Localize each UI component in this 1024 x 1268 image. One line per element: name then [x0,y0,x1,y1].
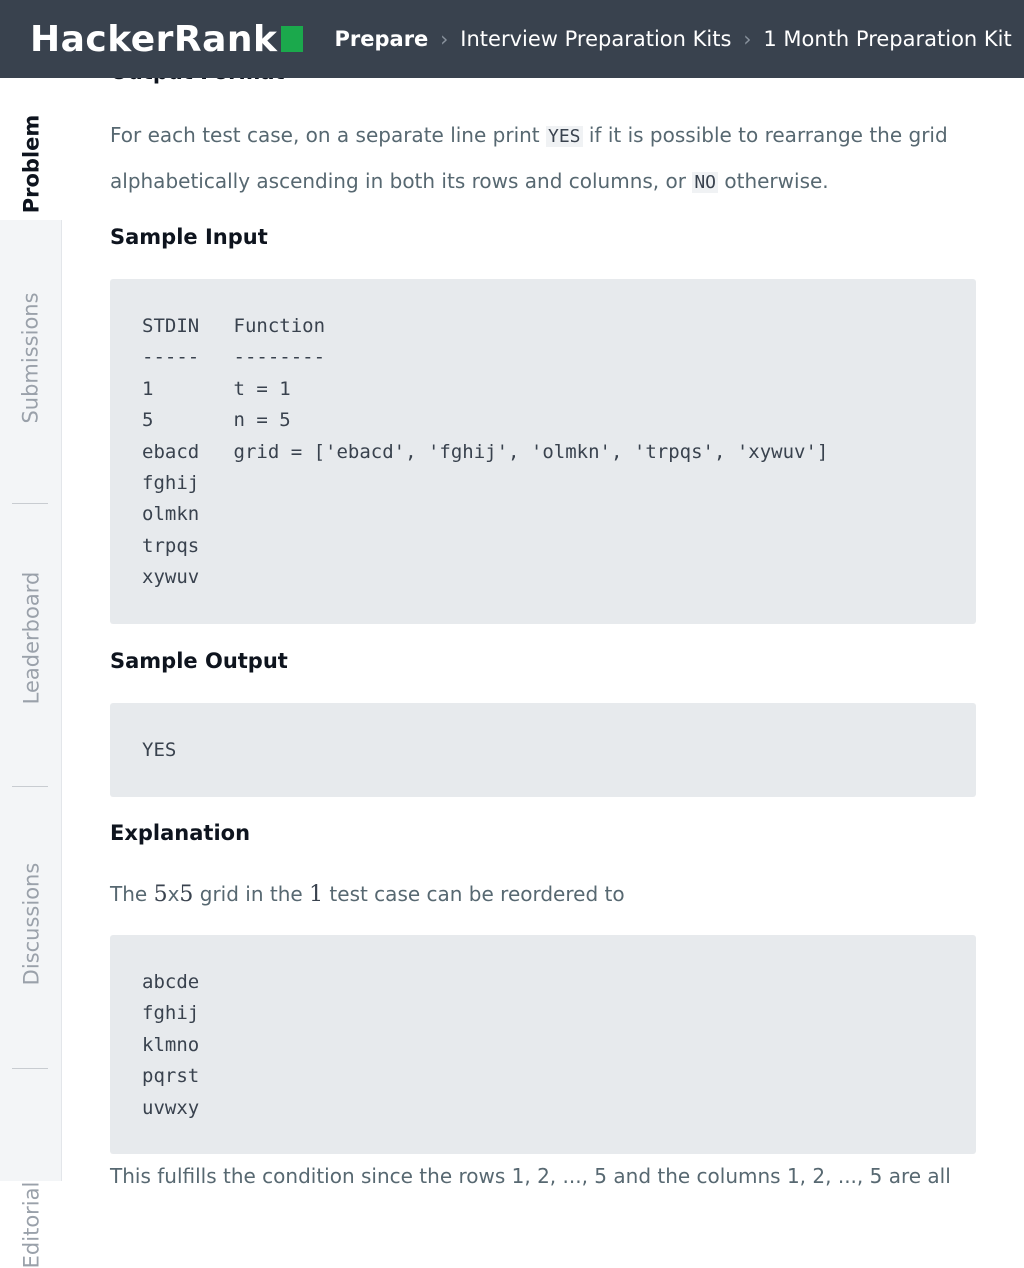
breadcrumb-one-month-kit[interactable]: 1 Month Preparation Kit [763,27,1012,51]
sample-input-heading: Sample Input [110,225,268,249]
explanation-text [110,872,625,917]
text-span: grid in the [193,882,310,906]
text-span: otherwise. [718,169,829,193]
text-span: x [167,882,180,906]
text-span: if it is possible to rearrange the grid alphabetically ascending in both its rows and columns, or [110,123,948,193]
top-navigation-bar [0,0,1024,78]
reordered-grid-code: abcde fghij klmno pqrst uvwxy [110,935,976,1154]
problem-sidebar [0,78,62,1268]
math-dim-a: 5 [153,882,168,907]
text-span: test case can be reordered to [323,882,625,906]
tab-problem[interactable] [0,78,62,218]
breadcrumb [335,27,1012,51]
hackerrank-logo[interactable] [30,19,303,60]
chevron-right-icon: › [440,27,449,51]
tab-submissions-label: Submissions [19,292,44,424]
tab-leaderboard-label: Leaderboard [19,571,43,705]
tab-editorial[interactable] [0,1153,62,1268]
breadcrumb-prepare[interactable]: Prepare [334,27,429,51]
tab-divider [12,786,48,787]
math-dim-b: 5 [179,882,194,907]
tab-divider [12,503,48,504]
tab-leaderboard[interactable] [0,558,62,718]
problem-statement [110,0,976,1188]
output-format-text [110,113,976,205]
chevron-right-icon: › [743,27,752,51]
sample-input-code: STDIN Function ----- -------- 1 t = 1 5 n = 5 ebacd grid = ['ebacd', 'fghij', 'olmkn', 'trpqs', 'xywuv'] fghij olmkn trpqs xywuv [110,279,976,624]
text-span: For each test case, on a separate line print [110,123,546,147]
inline-code-yes: YES [548,126,581,147]
logo-text: HackerRank [30,18,278,60]
tab-discussions[interactable] [0,844,62,1004]
sample-output-heading: Sample Output [110,649,288,673]
tab-problem-label: Problem [19,114,43,214]
tab-editorial-label: Editorial [19,1181,43,1268]
tab-divider [12,1068,48,1069]
text-span: The [110,882,154,906]
tab-submissions[interactable] [0,278,62,438]
inline-code-no: NO [694,172,717,193]
explanation-heading: Explanation [110,821,251,845]
sample-output-code: YES [110,703,976,797]
math-case-number: 1 [309,882,324,907]
logo-block-icon [281,26,303,52]
explanation-continuation: This fulfills the condition since the rows 1, 2, ..., 5 and the columns 1, 2, ..., 5 are all [110,1164,951,1188]
tab-discussions-label: Discussions [19,862,43,986]
breadcrumb-interview-kits[interactable]: Interview Preparation Kits [460,27,732,51]
